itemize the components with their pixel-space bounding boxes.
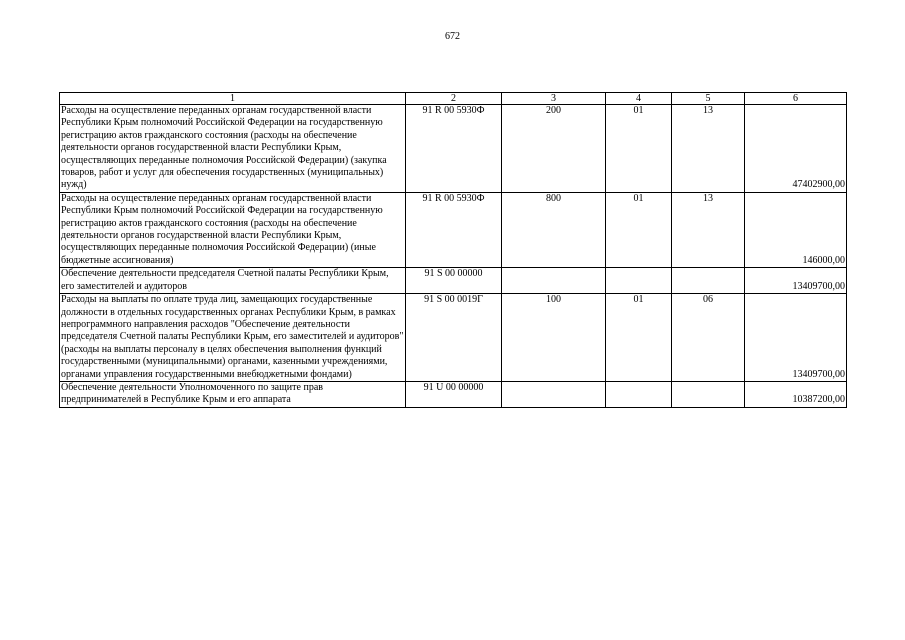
table-row: [60, 268, 847, 294]
row-amount: 146000,00: [745, 192, 847, 267]
table-header-row: [60, 93, 847, 105]
header-cell-1: 1: [60, 93, 406, 105]
row-name: Обеспечение деятельности Уполномоченного по защите прав предпринимателей в Республике Крым и его аппарата: [60, 381, 406, 407]
header-cell-6: 6: [745, 93, 847, 105]
table-row: [60, 105, 847, 193]
row-amount: 10387200,00: [745, 381, 847, 407]
row-col4: [606, 381, 672, 407]
row-code: 91 R 00 5930Ф: [406, 105, 502, 193]
row-col3: 100: [502, 294, 606, 382]
row-name: Расходы на осуществление переданных органам государственной власти Республики Крым полномочий Российской Федерации на государственную регистрацию актов гражданского состояния (расходы на обеспечение деятельности органов государственной власти Республики Крым, осуществляющих переданные полномочия Российской Федерации) (закупка товаров, работ и услуг для обеспечения государственных (муниципальных) нужд): [60, 105, 406, 193]
row-name: Расходы на выплаты по оплате труда лиц, замещающих государственные должности в отдельных государственных органах Республики Крым, в рамках непрограммного направления расходов "Обеспечение деятельности председателя Счетной палаты Республики Крым, его заместителей и аудиторов" (расходы на выплаты персоналу в целях обеспечения выполнения функций государственными (муниципальными) органами, казенными учреждениями, органами управления государственными внебюджетными фондами): [60, 294, 406, 382]
row-col3: 800: [502, 192, 606, 267]
row-code: 91 U 00 00000: [406, 381, 502, 407]
row-col5: 06: [672, 294, 745, 382]
row-col4: 01: [606, 192, 672, 267]
row-col3: [502, 268, 606, 294]
budget-table: [59, 92, 847, 408]
header-cell-4: 4: [606, 93, 672, 105]
row-col3: [502, 381, 606, 407]
table-row: [60, 192, 847, 267]
header-cell-2: 2: [406, 93, 502, 105]
row-name: Обеспечение деятельности председателя Счетной палаты Республики Крым, его заместителей и аудиторов: [60, 268, 406, 294]
table-row: [60, 294, 847, 382]
row-col5: 13: [672, 192, 745, 267]
header-cell-5: 5: [672, 93, 745, 105]
table-row: [60, 381, 847, 407]
row-code: 91 R 00 5930Ф: [406, 192, 502, 267]
row-name: Расходы на осуществление переданных органам государственной власти Республики Крым полномочий Российской Федерации на государственную регистрацию актов гражданского состояния (расходы на обеспечение деятельности органов государственной власти Республики Крым, осуществляющих переданные полномочия Российской Федерации) (иные бюджетные ассигнования): [60, 192, 406, 267]
row-col4: 01: [606, 105, 672, 193]
row-code: 91 S 00 0019Г: [406, 294, 502, 382]
row-col5: 13: [672, 105, 745, 193]
row-amount: 13409700,00: [745, 294, 847, 382]
page-number: 672: [445, 31, 460, 42]
row-col5: [672, 381, 745, 407]
row-amount: 47402900,00: [745, 105, 847, 193]
row-amount: 13409700,00: [745, 268, 847, 294]
row-col4: [606, 268, 672, 294]
row-code: 91 S 00 00000: [406, 268, 502, 294]
row-col3: 200: [502, 105, 606, 193]
row-col5: [672, 268, 745, 294]
row-col4: 01: [606, 294, 672, 382]
header-cell-3: 3: [502, 93, 606, 105]
